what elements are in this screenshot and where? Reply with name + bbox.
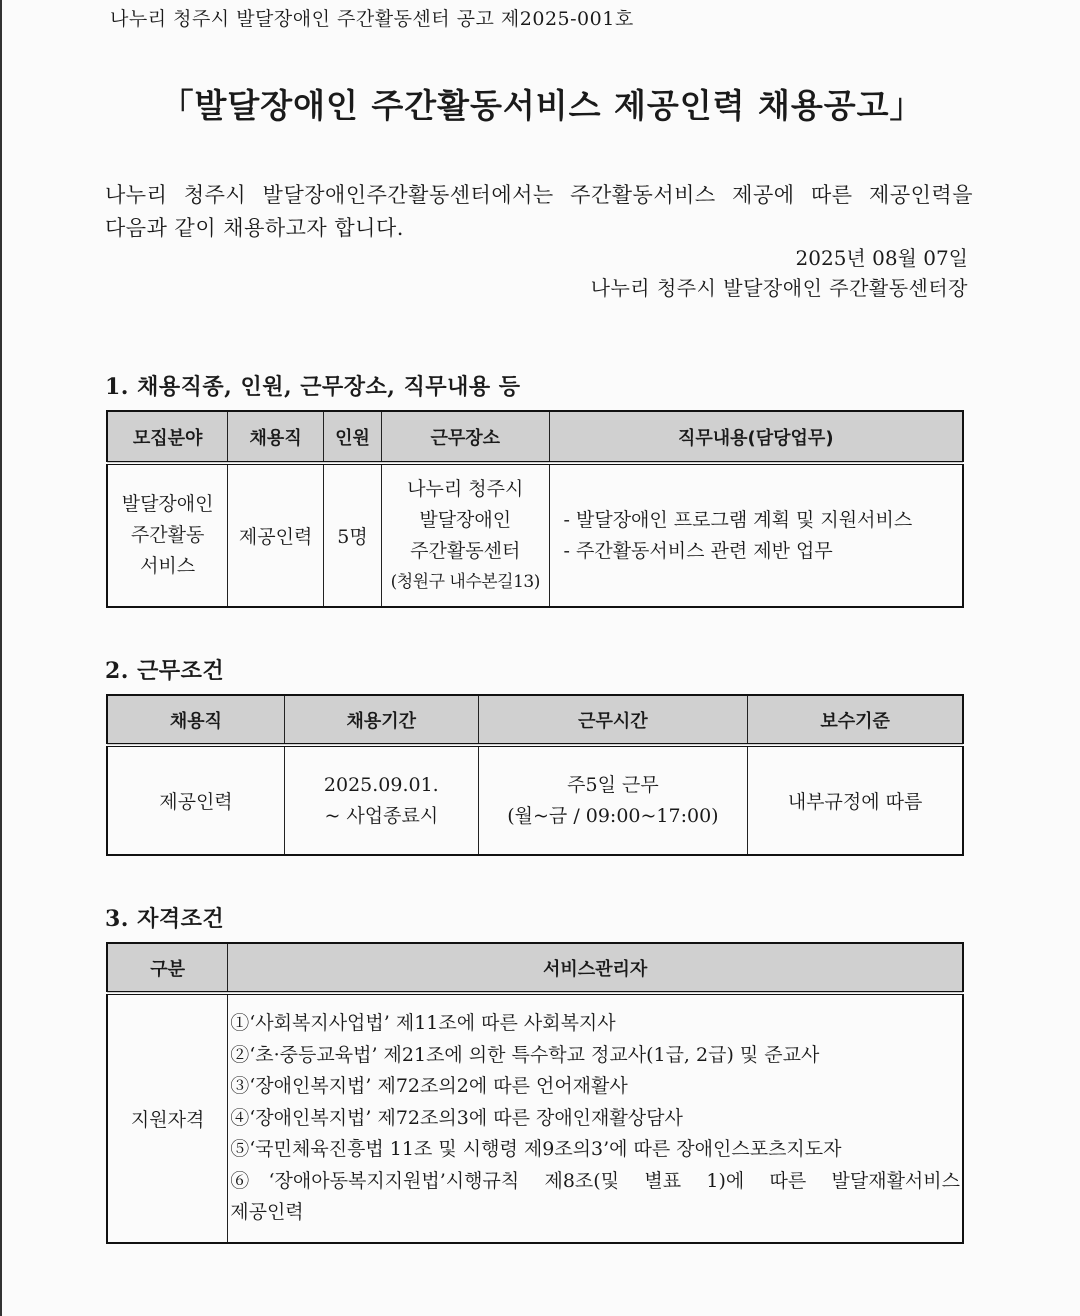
page-title: 「발달장애인 주간활동서비스 제공인력 채용공고」	[160, 86, 924, 125]
duty-item: - 주간활동서비스 관련 제반 업무	[563, 539, 833, 562]
duty-item: - 발달장애인 프로그램 계획 및 지원서비스	[563, 508, 913, 531]
cell-row-label: 지원자격	[107, 993, 228, 1243]
intro-line-2: 다음과 같이 채용하고자 합니다.	[105, 216, 404, 240]
field-line: 서비스	[140, 555, 196, 577]
field-line: 주간활동	[130, 524, 205, 546]
location-line: 주간활동센터	[410, 539, 521, 562]
cell-hours	[478, 745, 748, 855]
qualification-item: ①‘사회복지사업법’ 제11조에 따른 사회복지사	[230, 1012, 616, 1035]
location-line: (청원구 내수본길13)	[390, 571, 540, 592]
intro-line-1: 나누리 청주시 발달장애인주간활동센터에서는 주간활동서비스 제공에 따른 제공인력을	[105, 183, 973, 207]
header-job: 채용직	[228, 411, 324, 463]
qualification-item: ④‘장애인복지법’ 제72조의3에 따른 장애인재활상담사	[230, 1106, 683, 1129]
qualification-item: ③‘장애인복지법’ 제72조의2에 따른 언어재활사	[230, 1075, 628, 1098]
header-period: 채용기간	[284, 695, 478, 745]
period-start: 2025.09.01.	[323, 773, 439, 796]
hours-days: 주5일 근무	[567, 773, 659, 796]
cell-period	[284, 745, 478, 855]
location-line: 발달장애인	[419, 508, 512, 531]
header-category: 구분	[107, 943, 228, 993]
hours-time: (월~금 / 09:00~17:00)	[507, 804, 719, 827]
issuer: 나누리 청주시 발달장애인 주간활동센터장	[590, 276, 968, 300]
cell-location	[381, 463, 549, 607]
period-end: ~ 사업종료시	[324, 804, 439, 827]
recruit-table	[106, 410, 964, 608]
qualification-item: 제공인력	[230, 1201, 304, 1224]
qualification-item: ②‘초·중등교육법’ 제21조에 의한 특수학교 정교사(1급, 2급) 및 준교사	[230, 1043, 820, 1066]
cell-field	[107, 463, 228, 607]
cell-pay: 내부규정에 따름	[748, 745, 963, 855]
cell-qualifications	[228, 993, 963, 1243]
cell-count: 5명	[324, 463, 382, 607]
header-count: 인원	[324, 411, 382, 463]
header-service-manager: 서비스관리자	[228, 943, 963, 993]
section2-heading: 2. 근무조건	[105, 658, 225, 684]
field-line: 발달장애인	[121, 493, 214, 515]
qualification-item: ⑥‘장애아동복지지원법’시행규칙 제8조(및 별표 1)에 따른 발달재활서비스	[230, 1169, 960, 1192]
header-location: 근무장소	[381, 411, 549, 463]
cell-job: 제공인력	[228, 463, 324, 607]
header-pay: 보수기준	[748, 695, 963, 745]
location-line: 나누리 청주시	[407, 477, 524, 500]
section3-heading: 3. 자격조건	[105, 906, 225, 932]
header-hours: 근무시간	[478, 695, 748, 745]
notice-date: 2025년 08월 07일	[795, 246, 968, 270]
header-job: 채용직	[107, 695, 284, 745]
header-field: 모집분야	[107, 411, 228, 463]
conditions-table	[106, 694, 964, 856]
cell-job: 제공인력	[107, 745, 284, 855]
section1-heading: 1. 채용직종, 인원, 근무장소, 직무내용 등	[105, 374, 521, 400]
qualification-table	[106, 942, 964, 1244]
cell-duties	[549, 463, 963, 607]
qualification-item: ⑤‘국민체육진흥법 11조 및 시행령 제9조의3’에 따른 장애인스포츠지도자	[230, 1138, 842, 1161]
notice-number: 나누리 청주시 발달장애인 주간활동센터 공고 제2025-001호	[110, 8, 634, 30]
header-duties: 직무내용(담당업무)	[549, 411, 963, 463]
